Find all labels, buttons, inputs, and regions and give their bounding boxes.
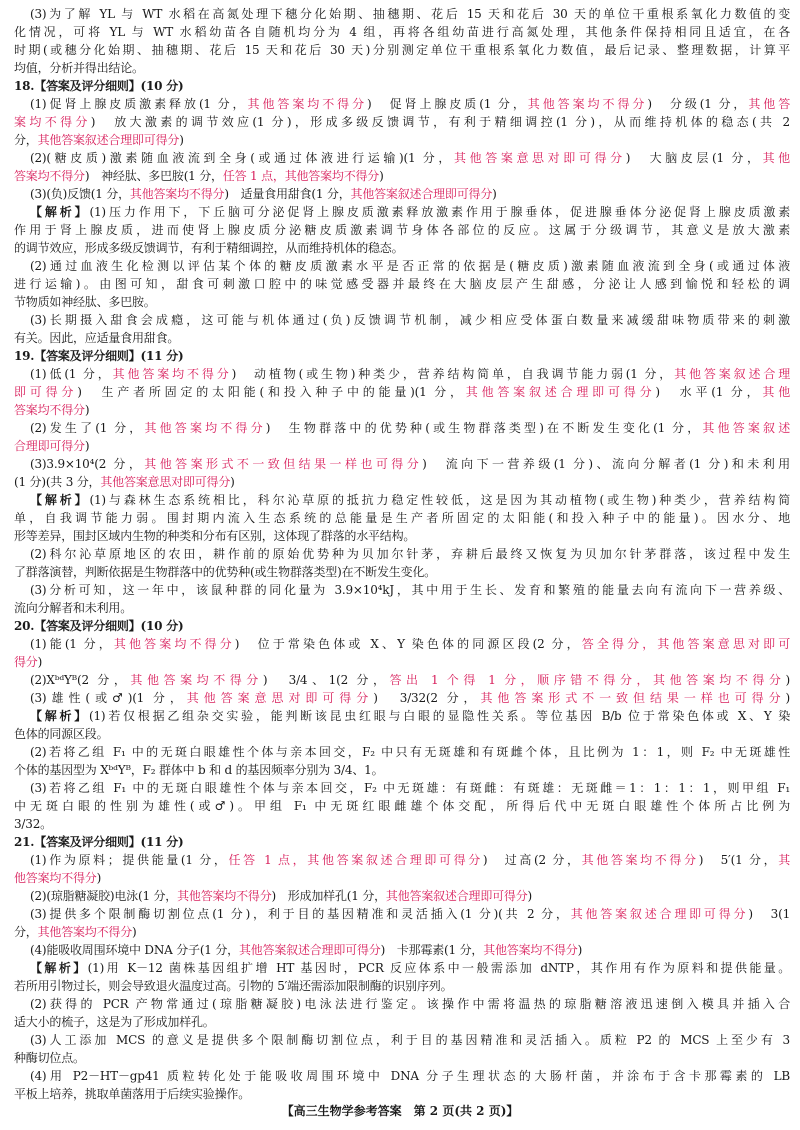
text-line: [30, 995, 790, 1013]
answer-text: ): [527, 889, 533, 903]
answer-text: (3)为了解 YL 与 WT 水稻在高氮处理下穗分化始期、抽穗期、花后 15 天和花后 30 天的单位干重根系氧化力数值的变: [30, 7, 790, 21]
answer-text: 若所用引物过长，则会导致退火温度过高。引物的 5′端还需添加限制酶的识别序列。: [14, 979, 453, 993]
text-line: [30, 1067, 790, 1085]
text-line: [30, 419, 790, 437]
text-line: [30, 707, 790, 725]
text-line: [14, 653, 790, 671]
section-heading: 19.【答案及评分细则】(11 分): [14, 349, 184, 363]
answer-text: ) 3/32(2 分，: [373, 691, 481, 705]
answer-text: 节物质如神经肽、多巴胺。: [14, 295, 156, 309]
answer-text: (2)XᵇᵈYᴮ(2 分，: [30, 673, 131, 687]
scoring-note: 其: [778, 853, 790, 867]
scoring-note: 其他答案均不得分: [581, 853, 699, 867]
scoring-note: 其他答案叙述合理即可得分: [570, 907, 749, 921]
answer-text: (4)用 P2－HT－gp41 质粒转化处于能吸收周围环境中 DNA 分子生理状态的大肠杆菌，并涂布于含卡那霉素的 LB: [30, 1069, 790, 1083]
answer-text: ) 卡那霉素(1 分，: [380, 943, 484, 957]
text-line: [14, 131, 790, 149]
scoring-note: 其他答案均不得分: [177, 889, 272, 903]
scoring-note: 其他答案均不得分: [247, 97, 368, 111]
answer-text: 分，: [14, 925, 38, 939]
scoring-note: 其他答案意思对即可得分: [100, 475, 231, 489]
answer-text: (3)雄性(或♂)(1 分，: [30, 691, 187, 705]
scoring-note: 其他答案均不得分: [130, 673, 263, 687]
answer-text: ): [785, 673, 790, 687]
answer-text: ) 3/4、1(2 分，: [262, 673, 390, 687]
scoring-note: 答案均不得分: [14, 169, 85, 183]
answer-text: 中无斑白眼的性别为雄性(或♂)。甲组 F₁ 中无斑红眼雌雄个体交配，所得后代中无斑白眼雄性个体所占比例为: [14, 799, 790, 813]
answer-text: 时期(或穗分化始期、抽穗期、花后 15 天和花后 30 天)分别测定单位干重根系氧化力数值，最后记录、整理数据，计算平: [14, 43, 790, 57]
scoring-note: 得分: [14, 655, 38, 669]
text-line: [30, 743, 790, 761]
scoring-note: 其他答案均不得分: [112, 367, 232, 381]
scoring-note: 其他: [762, 151, 790, 165]
answer-text: ) 生产者所固定的太阳能(和投入种子中的能量)(1 分，: [77, 385, 466, 399]
answer-text: (2)获得的 PCR 产物常通过(琼脂糖凝胶)电泳法进行鉴定。该操作中需将温热的琼脂糖溶液迅速倒入模具并插入合: [30, 997, 790, 1011]
text-line: [30, 887, 790, 905]
text-line: [30, 5, 790, 23]
answer-text: ): [84, 439, 90, 453]
answer-text: (1)促肾上腺皮质激素释放(1 分，: [30, 97, 248, 111]
answer-text: ) 放大激素的调节效应(1 分)，形成多级反馈调节，有利于精细调控(1 分)，从而维持机体的稳态(共 2: [90, 115, 790, 129]
text-line: [14, 1085, 790, 1103]
scoring-note: 任答 1 点，其他答案叙述合理即可得分: [228, 853, 483, 867]
text-line: [30, 203, 790, 221]
scoring-note: 其他答案均不得分: [527, 97, 648, 111]
answer-text: ) 位于常染色体或 X、Y 染色体的同源区段(2 分，: [234, 637, 582, 651]
scoring-note: 其他答案意思对即可得分: [186, 691, 374, 705]
answer-text: 有关。因此，应适量食用甜食。: [14, 331, 180, 345]
answer-text: ): [37, 655, 43, 669]
text-line: [30, 491, 790, 509]
answer-text: (2)发生了(1 分，: [30, 421, 145, 435]
answer-text: ) 神经肽、多巴胺(1 分，: [84, 169, 223, 183]
answer-text: ) 5′(1 分，: [698, 853, 779, 867]
text-line: [14, 725, 790, 743]
answer-text: ) 流向下一营养级(1 分)、流向分解者(1 分)和未利用: [422, 457, 790, 471]
answer-text: 流向分解者和未利用。: [14, 601, 133, 615]
text-line: [14, 599, 790, 617]
answer-text: (3)提供多个限制酶切割位点(1 分)，利于目的基因精准和灵活插入(1 分)(共 2 分，: [30, 907, 571, 921]
text-line: [30, 635, 790, 653]
answer-text: (3)分析可知，这一年中，该鼠种群的同化量为 3.9×10⁴kJ，其中用于生长、发育和繁殖的能量去向有流向下一营养级、: [30, 583, 790, 597]
answer-text: 个体的基因型为 XᵇᵈYᴮ，F₂ 群体中 b 和 d 的基因频率分别为 3/4、1。: [14, 763, 384, 777]
text-line: [14, 293, 790, 311]
text-line: [14, 239, 790, 257]
scoring-note: 其他答案叙述合理: [674, 367, 790, 381]
scoring-note: 其他答案均不得分: [37, 925, 133, 939]
text-line: [30, 671, 790, 689]
text-line: [14, 329, 790, 347]
scoring-note: 答出 1 个得 1 分，顺序错不得分，其他答案均不得分: [389, 673, 786, 687]
answer-text: ) 过高(2 分，: [482, 853, 582, 867]
text-line: [14, 59, 790, 77]
scoring-note: 他答案均不得分: [14, 871, 97, 885]
scoring-note: 其他答案叙述合理即可得分: [385, 889, 528, 903]
text-line: [30, 257, 790, 275]
answer-text: (2)(琼脂糖凝胶)电泳(1 分，: [30, 889, 178, 903]
text-line: [14, 815, 790, 833]
scoring-note: 其他答案形式不一致但结果一样也可得分: [144, 457, 423, 471]
answer-text: ): [379, 169, 384, 183]
answer-text: ) 形成加样孔(1 分，: [271, 889, 386, 903]
text-line: [30, 779, 790, 797]
answer-text: ): [230, 475, 235, 489]
text-line: [30, 95, 790, 113]
scoring-note: 其他答案形式不一致但结果一样也可得分: [480, 691, 786, 705]
answer-text: (3)(负)反馈(1 分，: [30, 187, 130, 201]
answer-text: (1)作为原料；提供能量(1 分，: [30, 853, 229, 867]
page-footer: 【高三生物学参考答案 第 2 页(共 2 页)】: [281, 1104, 519, 1118]
text-line: [30, 1031, 790, 1049]
text-line: [14, 77, 790, 95]
text-line: [14, 527, 790, 545]
text-line: [14, 797, 790, 815]
scoring-note: 案均不得分: [14, 115, 91, 129]
text-line: [14, 1049, 790, 1067]
scoring-note: 其他答: [748, 97, 790, 111]
answer-text: ): [84, 403, 90, 417]
answer-text: ) 生物群落中的优势种(或生物群落类型)在不断发生变化(1 分，: [265, 421, 703, 435]
text-line: [14, 437, 790, 455]
scoring-note: 其他答案意思对即可得分: [454, 151, 626, 165]
answer-text: 化情况，可将 YL 与 WT 水稻幼苗各自随机均分为 4 组，再将各组幼苗进行高氮处理，其他条件保持相同且适宜，在各: [14, 25, 790, 39]
answer-text: (1)与森林生态系统相比，科尔沁草原的抵抗力稳定性较低，这是因为其动植物(或生物)种类少，营养结构简: [89, 493, 790, 507]
answer-text: 了群落演替，判断依据是生物群落中的优势种(或生物群落类型)在不断发生变化。: [14, 565, 436, 579]
section-heading: 【解析】: [30, 709, 89, 723]
answer-text: ): [785, 691, 790, 705]
scoring-note: 其他答案叙述合理即可得分: [238, 943, 381, 957]
section-heading: 【解析】: [30, 961, 88, 975]
scoring-note: 其他答案叙述合理即可得分: [37, 133, 180, 147]
text-line: [14, 833, 790, 851]
answer-text: (1)压力作用下，下丘脑可分泌促肾上腺皮质激素释放激素作用于腺垂体，促进腺垂体分泌促肾上腺皮质激素: [89, 205, 790, 219]
scoring-note: 其他答案叙述合理即可得分: [465, 385, 656, 399]
answer-text: (1)低(1 分，: [30, 367, 113, 381]
answer-text: ) 3(1: [748, 907, 790, 921]
answer-text: (1)能(1 分，: [30, 637, 114, 651]
scoring-note: 答案均不得分: [14, 403, 85, 417]
answer-text: (2)(糖皮质)激素随血液流到全身(或通过体液进行运输)(1 分，: [30, 151, 455, 165]
section-heading: 20.【答案及评分细则】(10 分): [14, 619, 184, 633]
answer-text: ) 促肾上腺皮质(1 分，: [367, 97, 528, 111]
scoring-note: 其他答案叙述合理即可得分: [350, 187, 493, 201]
answer-text: ) 水平(1 分，: [655, 385, 763, 399]
text-line: [14, 923, 790, 941]
scoring-note: 答全得分，其他答案意思对即可: [581, 637, 790, 651]
answer-text: (1)用 K－12 菌株基因组扩增 HT 基因时，PCR 反应体系中一般需添加 dNTP，其作用有作为原料和提供能量。: [87, 961, 790, 975]
answer-text: ): [179, 133, 184, 147]
text-line: [30, 689, 790, 707]
answer-text: 3/32。: [14, 817, 52, 831]
text-line: [14, 221, 790, 239]
scoring-note: 其他: [762, 385, 790, 399]
text-line: [14, 869, 790, 887]
answer-text: ): [577, 943, 583, 957]
answer-text: (3)长期摄入甜食会成瘾，这可能与机体通过(负)反馈调节机制，减少相应受体蛋白数量来减缓甜味物质带来的刺激: [30, 313, 790, 327]
text-line: [14, 401, 790, 419]
answer-text: 适大小的梳子，这是为了形成加样孔。: [14, 1015, 215, 1029]
answer-text: 单，自我调节能力弱。围封期内流入生态系统的总能量是生产者所固定的太阳能(和投入种子中的能量)。因水分、地: [14, 511, 790, 525]
scoring-note: 其他答案均不得分: [483, 943, 578, 957]
answer-text: ) 分级(1 分，: [647, 97, 749, 111]
answer-text: 的调节效应，形成多级反馈调节，有利于精细调控，从而维持机体的稳态。: [14, 241, 404, 255]
scoring-note: 其他答案叙述: [702, 421, 790, 435]
scoring-note: 其他答案均不得分: [144, 421, 266, 435]
scoring-note: 其他答案均不得分: [113, 637, 235, 651]
section-heading: 18.【答案及评分细则】(10 分): [14, 79, 184, 93]
answer-text: ) 大脑皮层(1 分，: [625, 151, 763, 165]
answer-text: ): [96, 871, 102, 885]
text-line: [14, 275, 790, 293]
text-line: [14, 347, 790, 365]
text-line: [30, 581, 790, 599]
answer-text: (2)通过血液生化检测以评估某个体的糖皮质激素水平是否正常的依据是(糖皮质)激素随血液流到全身(或通过体液: [30, 259, 790, 273]
answer-text: 分，: [14, 133, 38, 147]
text-line: [14, 41, 790, 59]
text-line: [14, 383, 790, 401]
answer-text: (2)若将乙组 F₁ 中的无斑白眼雄性个体与亲本回交，F₂ 中只有无斑雄和有斑雌个体，且比例为 1：1，则 F₂ 中无斑雄性: [30, 745, 790, 759]
text-line: [14, 1013, 790, 1031]
text-line: [30, 455, 790, 473]
answer-text: (4)能吸收周围环境中 DNA 分子(1 分，: [30, 943, 239, 957]
answer-text: (3)人工添加 MCS 的意义是提供多个限制酶切割位点，利于目的基因精准和灵活插入。质粒 P2 的 MCS 上至少有 3: [30, 1033, 790, 1047]
answer-text: 种酶切位点。: [14, 1051, 85, 1065]
answer-text: 均值，分析并得出结论。: [14, 61, 144, 75]
scoring-note: 任答 1 点，其他答案均不得分: [222, 169, 380, 183]
text-line: [30, 959, 790, 977]
text-line: [30, 311, 790, 329]
answer-text: 平板上培养，挑取单菌落用于后续实验操作。: [14, 1087, 251, 1101]
answer-text: 形等差异，围封区域内生物的种类和分布有区别，这体现了群落的水平结构。: [14, 529, 416, 543]
text-line: [30, 941, 790, 959]
answer-text: (2)科尔沁草原地区的农田，耕作前的原始优势种为贝加尔针茅，弃耕后最终又恢复为贝加尔针茅群落，该过程中发生: [30, 547, 790, 561]
answer-text: (3)若将乙组 F₁ 中的无斑白眼雄性个体与亲本回交，F₂ 中无斑雄：有斑雌：有斑雄：无斑雌＝1：1：1：1，则甲组 F₁: [30, 781, 790, 795]
text-line: [14, 761, 790, 779]
scoring-note: 合理即可得分: [14, 439, 85, 453]
scoring-note: 其他答案均不得分: [129, 187, 225, 201]
text-line: [30, 545, 790, 563]
answer-text: (3)3.9×10⁴(2 分，: [30, 457, 145, 471]
answer-text: (1)若仅根据乙组杂交实验，能判断该昆虫红眼与白眼的显隐性关系。等位基因 B/b 位于常染色体或 X、Y 染: [89, 709, 790, 723]
text-line: [30, 905, 790, 923]
answer-text: 作用于肾上腺皮质，进而使肾上腺皮质分泌糖皮质激素调节身体各部位的反应。这属于分级调节，其意义是放大激素: [14, 223, 790, 237]
answer-text: ) 动植物(或生物)种类少，营养结构简单，自我调节能力弱(1 分，: [231, 367, 675, 381]
section-heading: 【解析】: [30, 205, 90, 219]
text-line: [14, 977, 790, 995]
answer-text: 进行运输)。由图可知，甜食可刺激口腔中的味觉感受器并最终在大脑皮层产生甜感，分泌让人感到愉悦和轻松的调: [14, 277, 790, 291]
answer-text: ) 适量食用甜食(1 分，: [224, 187, 351, 201]
section-heading: 【解析】: [30, 493, 90, 507]
text-line: [14, 617, 790, 635]
text-line: [14, 563, 790, 581]
answer-text: (1 分)(共 3 分，: [14, 475, 101, 489]
text-line: [14, 167, 790, 185]
section-heading: 21.【答案及评分细则】(11 分): [14, 835, 184, 849]
scoring-note: 即可得分: [14, 385, 78, 399]
text-line: [14, 509, 790, 527]
answer-text: ): [132, 925, 137, 939]
text-line: [30, 365, 790, 383]
answer-text: 色体的同源区段。: [14, 727, 109, 741]
answer-text: ): [492, 187, 497, 201]
text-line: [30, 851, 790, 869]
text-line: [14, 113, 790, 131]
text-line: [14, 23, 790, 41]
text-line: [30, 185, 790, 203]
text-line: [14, 473, 790, 491]
text-line: [30, 149, 790, 167]
